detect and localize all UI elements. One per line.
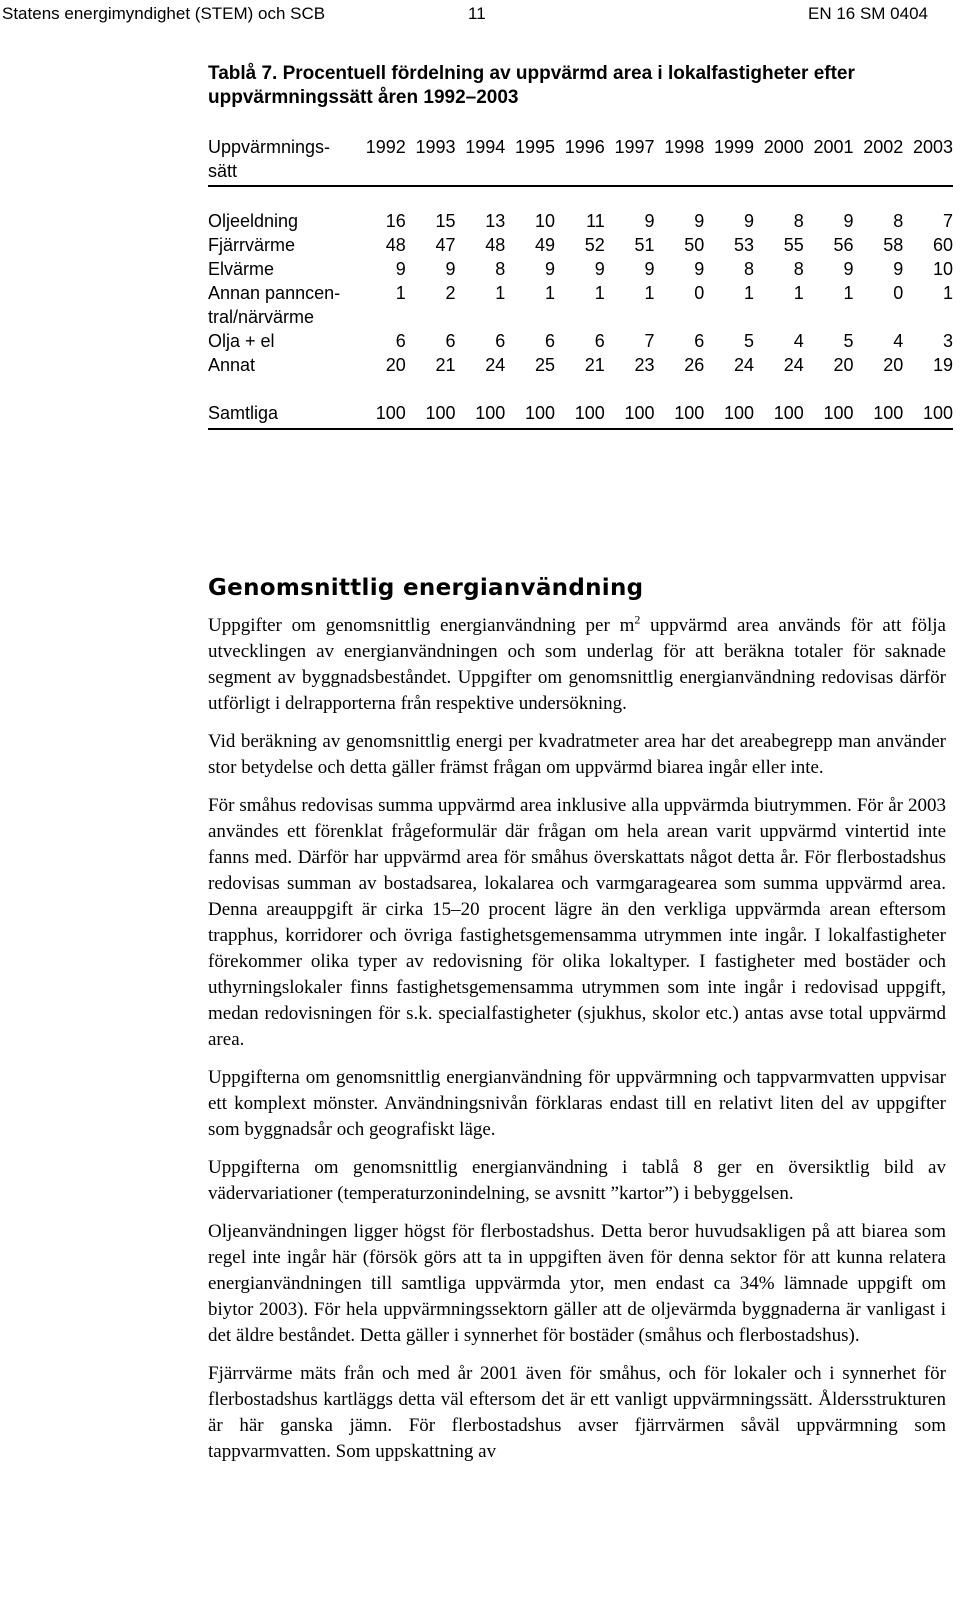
report-code: EN 16 SM 0404	[807, 4, 928, 23]
table-cell: 10	[932, 259, 953, 279]
table-cell: 8	[743, 259, 754, 279]
table-cell: 16	[385, 211, 406, 231]
table-cell: 1	[942, 283, 953, 303]
row-label: Samtliga	[208, 377, 356, 429]
paragraph-7: Fjärrvärme mäts från och med år 2001 även för småhus, och för lokaler och i synnerhet för flerbostadshus kartläggs detta väl eftersom det är ett vanligt uppvärmningssätt. Åldersstrukturen är här ganska jämn. För flerbostadshus avser fjärrvärmen såväl uppvärmning som tappvarmvatten. Som uppskattning av	[208, 1363, 946, 1462]
table-cell: 8	[793, 211, 804, 231]
table-cell: 100	[903, 377, 953, 429]
heating-distribution-table	[208, 135, 953, 430]
year-header: 1999	[704, 135, 754, 186]
year-header: 1992	[356, 135, 406, 186]
table-cell: 8	[793, 259, 804, 279]
table-cell: 100	[854, 377, 904, 429]
table-cell: 2	[445, 283, 456, 303]
table-cell: 6	[544, 331, 555, 351]
table-cell: 56	[833, 235, 854, 255]
paragraph-2: Vid beräkning av genomsnittlig energi per kvadratmeter area har det areabegrepp man använder stor betydelse och detta gäller främst frågan om uppvärmd biarea ingår eller inte.	[208, 731, 946, 778]
table-cell: 5	[743, 331, 754, 351]
table-cell: 0	[893, 283, 904, 303]
table-cell: 1	[544, 283, 555, 303]
table-cell: 1	[594, 283, 605, 303]
table-cell: 4	[893, 331, 904, 351]
table-cell: 9	[544, 259, 555, 279]
table-cell: 6	[495, 331, 506, 351]
table-cell: 100	[555, 377, 605, 429]
row-label: Annan panncen-tral/närvärme	[208, 283, 341, 327]
table-row	[208, 233, 953, 257]
table-cell: 21	[435, 355, 456, 375]
table-cell: 24	[485, 355, 506, 375]
table-cell: 100	[754, 377, 804, 429]
table-row	[208, 186, 953, 233]
table-row	[208, 329, 953, 353]
table-cell: 11	[586, 211, 605, 231]
table-cell: 58	[883, 235, 904, 255]
table-body	[208, 186, 953, 429]
table-cell: 8	[893, 211, 904, 231]
row-label: Annat	[208, 355, 256, 375]
table-cell: 9	[445, 259, 456, 279]
table-cell: 9	[694, 259, 705, 279]
table-row	[208, 257, 953, 281]
table-cell: 13	[485, 211, 506, 231]
table-cell: 50	[684, 235, 705, 255]
table-cell: 9	[743, 211, 754, 231]
row-label: Olja + el	[208, 331, 275, 351]
year-header: 2003	[903, 135, 953, 186]
table-cell: 9	[843, 211, 854, 231]
year-header: 1996	[555, 135, 605, 186]
year-header: 1998	[655, 135, 705, 186]
table-cell: 10	[534, 211, 555, 231]
table-cell: 5	[843, 331, 854, 351]
table-cell: 48	[385, 235, 406, 255]
table-cell: 3	[942, 331, 953, 351]
table-cell: 51	[634, 235, 655, 255]
table-cell: 6	[594, 331, 605, 351]
body-text	[208, 613, 946, 1477]
table-total-row	[208, 377, 953, 429]
paragraph-3: För småhus redovisas summa uppvärmd area inklusive alla uppvärmda biutrymmen. För år 2003 användes ett förenklat frågeformulär där frågan om hela arean varit uppvärmd vintertid inte fanns med. Därför har uppvärmd area för småhus överskattats något detta år. För flerbostadshus redovisas summan av bostadsarea, lokalarea och varmgaragearea som summa uppvärmd area. Denna areauppgift är cirka 15–20 procent lägre än den verkliga uppvärmda arean eftersom trapphus, korridorer och övriga fastighetsgemensamma utrymmen inte ingår. I lokalfastigheter förekommer olika typer av redovisning för olika lokaltyper. I fastigheter med bostäder och uthyrningslokaler finns fastighetsgemensamma utrymmen som inte ingår i redovisad uppgift, medan redovisningen för s.k. specialfastigheter (sjukhus, skolor etc.) antas avse total uppvärmd area.	[208, 795, 946, 1050]
paragraph-6: Oljeanvändningen ligger högst för flerbostadshus. Detta beror huvudsakligen på att biarea som regel inte ingår här (försök görs att ta in uppgiften även för denna sektor för att kunna relatera energianvändningen till samtliga uppvärmda ytor, men endast ca 34% lämnade uppgift om biytor 2003). För hela uppvärmningssektorn gäller att de oljevärmda byggnaderna är vanligast i det äldre beståndet. Detta gäller i synnerhet för bostäder (småhus och flerbostadshus).	[208, 1221, 946, 1346]
table-cell: 7	[942, 211, 953, 231]
paragraph-4: Uppgifterna om genomsnittlig energianvändning för uppvärmning och tappvarmvatten uppvisar ett komplext mönster. Användningsnivån förklaras endast till en relativt liten del av uppgifter som byggnadsår och geografiskt läge.	[208, 1067, 946, 1140]
running-header-publisher: Statens energimyndighet (STEM) och SCB	[2, 4, 326, 23]
table-cell: 100	[356, 377, 406, 429]
table-cell: 53	[733, 235, 754, 255]
table-cell: 8	[495, 259, 506, 279]
table-row	[208, 281, 953, 329]
paragraph-1: Uppgifter om genomsnittlig energianvändning per $m^2$ uppvärmd area används för att följa utvecklingen av energianvändningen och som underlag för att beräkna totaler för saknade segment av byggnadsbeståndet. Uppgifter om genomsnittlig energianvändning redovisas därför utförligt i delrapporterna från respektive undersökning.	[208, 612, 946, 714]
table-cell: 100	[704, 377, 754, 429]
table-cell: 100	[505, 377, 555, 429]
table-cell: 1	[395, 283, 406, 303]
table-cell: 7	[644, 331, 655, 351]
table-row	[208, 353, 953, 377]
table-cell: 52	[584, 235, 605, 255]
table-cell: 9	[594, 259, 605, 279]
table-cell: 49	[534, 235, 555, 255]
table-cell: 24	[783, 355, 804, 375]
table-cell: 15	[435, 211, 456, 231]
table-cell: 9	[843, 259, 854, 279]
table-cell: 1	[793, 283, 804, 303]
row-header-label: Uppvärmnings-sätt	[208, 135, 356, 186]
table-cell: 1	[644, 283, 655, 303]
table-cell: 26	[684, 355, 705, 375]
paragraph-5: Uppgifterna om genomsnittlig energianvändning i tablå 8 ger en översiktlig bild av vädervariationer (temperaturzonindelning, se avsnitt ”kartor”) i bebyggelsen.	[208, 1157, 946, 1204]
table-cell: 24	[733, 355, 754, 375]
table-cell: 20	[833, 355, 854, 375]
table-cell: 60	[932, 235, 953, 255]
table-cell: 6	[694, 331, 705, 351]
row-label: Oljeeldning	[208, 211, 299, 231]
year-header: 1995	[505, 135, 555, 186]
table-cell: 9	[893, 259, 904, 279]
table-cell: 1	[495, 283, 506, 303]
year-header: 2001	[804, 135, 854, 186]
year-header: 2000	[754, 135, 804, 186]
table-cell: 9	[644, 211, 655, 231]
section-title: Genomsnittlig energianvändning	[208, 575, 644, 601]
table-cell: 100	[456, 377, 506, 429]
table-cell: 4	[793, 331, 804, 351]
table-header-row	[208, 135, 953, 186]
table-caption: Tablå 7. Procentuell fördelning av uppvärmd area i lokalfastigheter efter uppvärmningssätt åren 1992–2003	[208, 63, 855, 108]
table-cell: 48	[485, 235, 506, 255]
table-cell: 100	[605, 377, 655, 429]
table-cell: 100	[804, 377, 854, 429]
table-cell: 19	[932, 355, 953, 375]
row-label: Fjärrvärme	[208, 235, 296, 255]
table-cell: 9	[395, 259, 406, 279]
table-cell: 6	[445, 331, 456, 351]
year-header: 2002	[854, 135, 904, 186]
superscript: 2	[634, 612, 641, 627]
table-cell: 55	[783, 235, 804, 255]
year-header: 1993	[406, 135, 456, 186]
table-cell: 23	[634, 355, 655, 375]
table-cell: 20	[883, 355, 904, 375]
table-cell: 6	[395, 331, 406, 351]
table-cell: 9	[644, 259, 655, 279]
table-cell: 9	[694, 211, 705, 231]
table-cell: 100	[655, 377, 705, 429]
row-label: Elvärme	[208, 259, 275, 279]
page-number: 11	[468, 4, 486, 23]
table-cell: 1	[743, 283, 754, 303]
table-cell: 25	[534, 355, 555, 375]
table-cell: 21	[584, 355, 605, 375]
table-cell: 20	[385, 355, 406, 375]
year-header: 1994	[456, 135, 506, 186]
table-cell: 100	[406, 377, 456, 429]
table-cell: 47	[435, 235, 456, 255]
year-header: 1997	[605, 135, 655, 186]
table-cell: 0	[694, 283, 705, 303]
table-cell: 1	[843, 283, 854, 303]
